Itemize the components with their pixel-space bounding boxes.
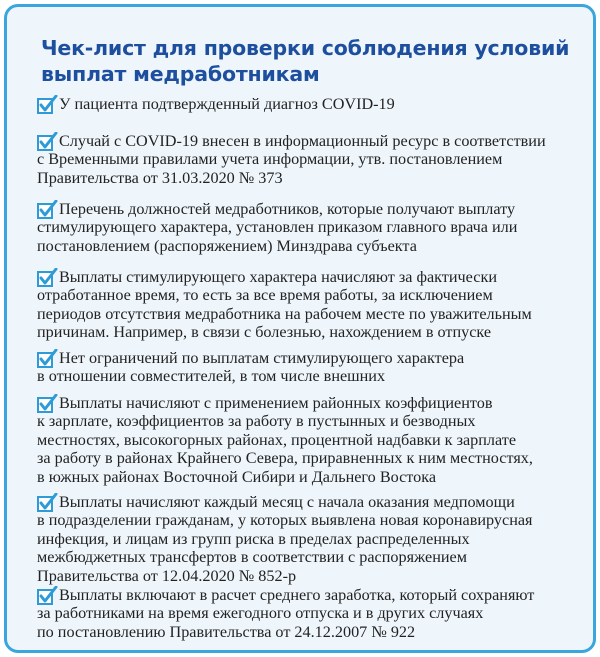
checklist-item-4 <box>37 268 577 342</box>
checklist-item-5 <box>37 349 577 386</box>
checklist-item-text: Выплаты включают в расчет среднего заработка, который сохраняют за работниками на время ежегодного отпуска и в других случаях по постановлению Правительства от 24.12.2007 № 922 <box>37 586 535 641</box>
checkbox-checked-icon <box>37 132 59 152</box>
checklist-item-8 <box>37 586 577 641</box>
checkbox-checked-icon <box>37 586 59 606</box>
checklist-item-7 <box>37 493 577 585</box>
checklist-item-text: Перечень должностей медработников, которые получают выплату стимулирующего характера, установлен приказом главного врача или постановлением (распоряжением) Минздрава субъекта <box>37 200 518 255</box>
checklist-item-6 <box>37 394 577 486</box>
checkbox-checked-icon <box>37 493 59 513</box>
checkbox-checked-icon <box>37 394 59 414</box>
checkbox-checked-icon <box>37 200 59 220</box>
checklist-item-text: У пациента подтвержденный диагноз COVID-19 <box>59 95 395 113</box>
checklist-item-2 <box>37 132 577 187</box>
checklist-item-1 <box>37 95 577 113</box>
checkbox-checked-icon <box>37 95 59 115</box>
checklist-item-text: Нет ограничений по выплатам стимулирующего характера в отношении совместителей, в том числе внешних <box>37 349 465 386</box>
checkbox-checked-icon <box>37 268 59 288</box>
checklist-item-text: Выплаты начисляют с применением районных коэффициентов к зарплате, коэффициентов за работу в пустынных и безводных местностях, высокогорных районах, процентной надбавки к зарплате за работу в районах Крайнего Севера, приравненных к ним местностях, в южных районах Восточной Сибири и Дальнего Востока <box>37 394 533 486</box>
checklist-item-text: Выплаты начисляют каждый месяц с начала оказания медпомощи в подразделении гражданам, у которых выявлена новая коронавирусная инфекция, и лицам из групп риска в пределах распределенных межбюджетных трансфертов в соответствии с распоряжением Правительства от 12.04.2020 № 852-р <box>37 493 533 585</box>
checkbox-checked-icon <box>37 349 59 369</box>
checklist-title: Чек-лист для проверки соблюдения условий выплат медработникам <box>41 36 570 86</box>
checklist-card <box>4 4 596 653</box>
checklist-item-text: Выплаты стимулирующего характера начисляют за фактически отработанное время, то есть за все время работы, за исключением периодов отсутствия медработника на рабочем месте по уважительным причинам. Например, в связи с болезнью, нахождением в отпуске <box>37 268 532 342</box>
checklist-item-3 <box>37 200 577 255</box>
checklist-item-text: Случай с COVID-19 внесен в информационный ресурс в соответствии с Временными правилами учета информации, утв. постановлением Правительства от 31.03.2020 № 373 <box>37 132 546 187</box>
